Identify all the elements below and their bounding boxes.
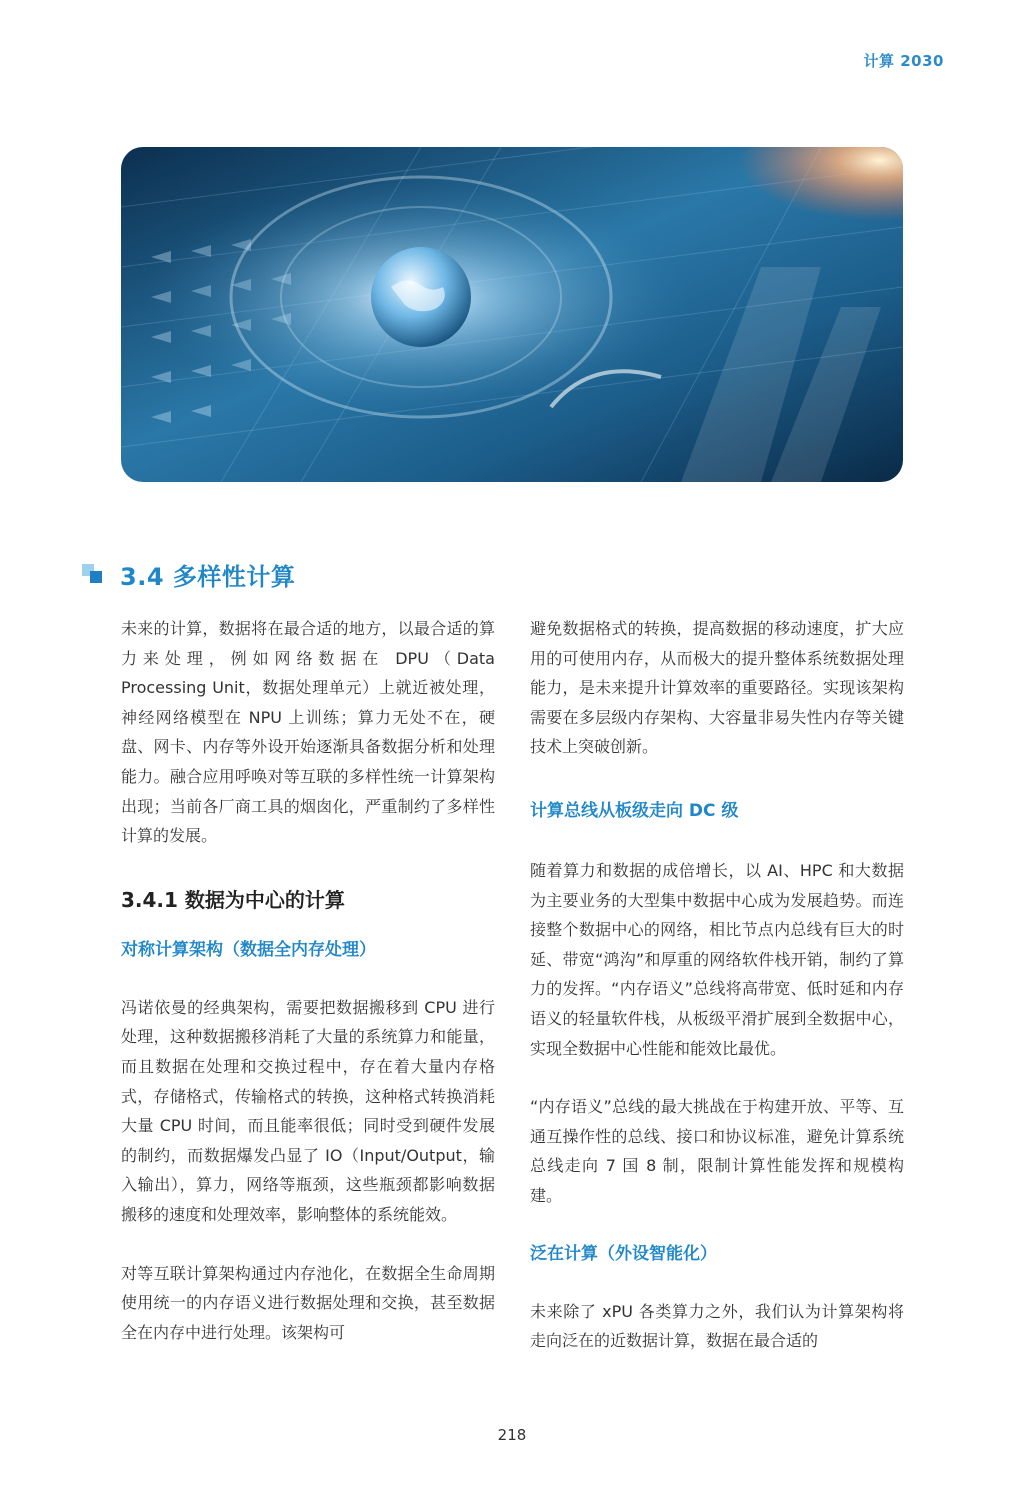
body-paragraph: 未来除了 xPU 各类算力之外，我们认为计算架构将走向泛在的近数据计算，数据在最合适的 [530, 1301, 904, 1351]
topic-title-symmetric: 对称计算架构（数据全内存处理） [121, 939, 376, 960]
section-title: 3.4 多样性计算 [120, 562, 296, 591]
body-paragraph: 对等互联计算架构通过内存池化，在数据全生命周期使用统一的内存语义进行数据处理和交换，甚至数据全在内存中进行处理。该架构可 [121, 1263, 495, 1342]
double-square-icon [82, 564, 104, 584]
topic-title-ubiquitous: 泛在计算（外设智能化） [530, 1243, 717, 1264]
body-paragraph: “内存语义”总线的最大挑战在于构建开放、平等、互通互操作性的总线、接口和协议标准，避免计算系统总线走向 7 国 8 制，限制计算性能发挥和规模构建。 [530, 1097, 904, 1205]
page-number: 218 [497, 1426, 527, 1444]
body-paragraph: 冯诺依曼的经典架构，需要把数据搬移到 CPU 进行处理，这种数据搬移消耗了大量的系统算力和能量，而且数据在处理和交换过程中，存在着大量内存格式，存储格式，传输格式的转换，这种格式转换消耗大量 CPU 时间，而且能率很低；同时受到硬件发展的制约，而数据爆发凸显了 IO（Input/Output，输入输出），算力，网络等瓶颈，这些瓶颈都影响数据搬移的速度和处理效率，影响整体的系统能效。 [121, 997, 495, 1224]
intro-paragraph: 未来的计算，数据将在最合适的地方，以最合适的算力来处理，例如网络数据在 DPU（Data Processing Unit，数据处理单元）上就近被处理，神经网络模型在 NPU 上训练；算力无处不在，硬盘、网卡、内存等外设开始逐渐具备数据分析和处理能力。融合应用呼唤对等互联的多样性统一计算架构出现；当前各厂商工具的烟囱化，严重制约了多样性计算的发展。 [121, 619, 495, 846]
body-paragraph: 随着算力和数据的成倍增长，以 AI、HPC 和大数据为主要业务的大型集中数据中心成为发展趋势。而连接整个数据中心的网络，相比节点内总线有巨大的时延、带宽“鸿沟”和厚重的网络软件栈开销，制约了算力的发挥。“内存语义”总线将高带宽、低时延和内存语义的轻量软件栈，从板级平滑扩展到全数据中心，实现全数据中心性能和能效比最优。 [530, 860, 904, 1058]
body-paragraph: 避免数据格式的转换，提高数据的移动速度，扩大应用的可使用内存，从而极大的提升整体系统数据处理能力，是未来提升计算效率的重要路径。实现该架构需要在多层级内存架构、大容量非易失性内存等关键技术上突破创新。 [530, 619, 904, 757]
subsection-title: 3.4.1 数据为中心的计算 [121, 887, 345, 912]
left-column [121, 614, 495, 1347]
topic-title-bus: 计算总线从板级走向 DC 级 [530, 800, 739, 821]
hero-image [121, 147, 903, 482]
right-column [530, 614, 904, 1356]
section-heading [82, 556, 295, 592]
running-header-title: 计算 2030 [863, 52, 944, 70]
